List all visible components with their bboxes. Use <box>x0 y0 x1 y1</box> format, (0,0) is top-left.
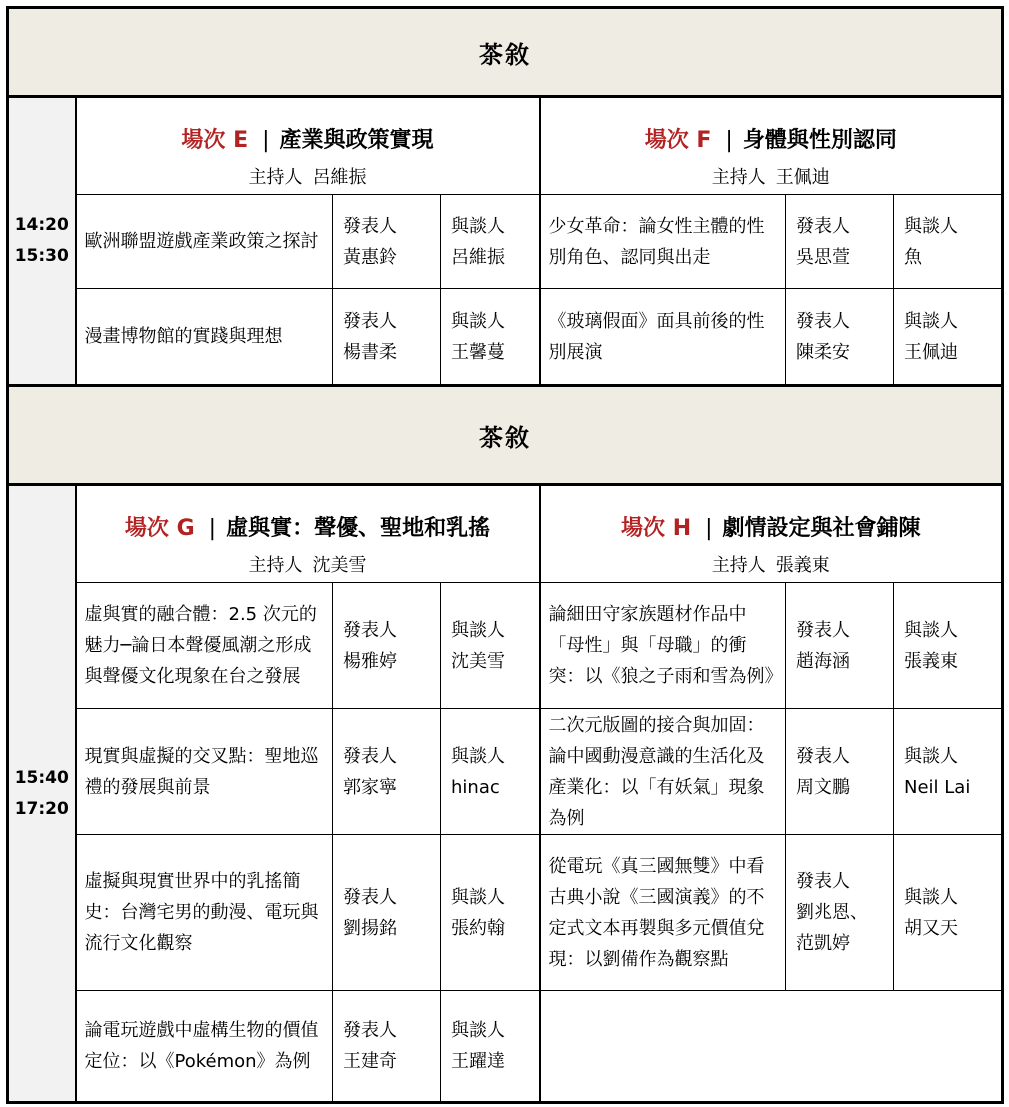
time-start: 14:20 <box>14 215 69 235</box>
schedule-table <box>6 6 1004 1104</box>
discussant-name: 王馨蔓 <box>451 341 505 363</box>
paper-title: 虛擬與現實世界中的乳搖簡史：台灣宅男的動漫、電玩與流行文化觀察 <box>76 835 333 991</box>
presenter-cell <box>333 583 441 709</box>
discussant-cell <box>441 195 540 289</box>
presenter-cell <box>786 709 894 835</box>
presenter-cell <box>786 835 894 991</box>
host-label: 主持人 <box>711 555 766 576</box>
presenter-cell <box>333 835 441 991</box>
presenter-name: 劉揚銘 <box>343 917 397 939</box>
paper-title: 少女革命：論女性主體的性別角色、認同與出走 <box>540 195 786 289</box>
session-host <box>76 546 540 583</box>
paper-title: 論電玩遊戲中虛構生物的價值定位：以《Pokémon》為例 <box>76 991 333 1103</box>
discussant-name: 沈美雪 <box>451 650 505 672</box>
presenter-label: 發表人 <box>343 1020 397 1041</box>
discussant-name: 張約翰 <box>451 917 505 939</box>
session-theme: 虛與實：聲優、聖地和乳搖 <box>226 516 491 541</box>
presenter-label: 發表人 <box>796 619 850 641</box>
time-slot <box>8 485 76 1103</box>
discussant-cell <box>441 709 540 835</box>
discussant-name: 王佩迪 <box>904 341 958 363</box>
presenter-label: 發表人 <box>796 310 850 332</box>
host-name: 張義東 <box>775 555 830 576</box>
host-row <box>8 546 1003 583</box>
presenter-name: 楊書柔 <box>343 341 397 363</box>
discussant-name: hinac <box>451 776 500 798</box>
session-header-row <box>8 97 1003 159</box>
session-code: 場次 F <box>644 128 712 153</box>
session-code: 場次 E <box>181 128 249 153</box>
schedule-sheet <box>6 6 1004 1104</box>
time-start: 15:40 <box>14 767 69 788</box>
presenter-cell <box>333 289 441 386</box>
session-title <box>540 485 1003 547</box>
session-host <box>540 158 1003 195</box>
presenter-label: 發表人 <box>343 619 397 641</box>
separator: | <box>208 516 217 541</box>
break-label: 茶敘 <box>8 386 1003 485</box>
host-row <box>8 158 1003 195</box>
paper-title: 虛與實的融合體：2.5 次元的魅力─論日本聲優風潮之形成與聲優文化現象在台之發展 <box>76 583 333 709</box>
presenter-name: 周文鵬 <box>796 776 850 798</box>
discussant-label: 與談人 <box>451 745 505 767</box>
time-end: 15:30 <box>14 246 69 266</box>
time-slot <box>8 97 76 386</box>
discussant-name: 王躍達 <box>451 1051 505 1072</box>
presenter-cell <box>786 195 894 289</box>
presenter-label: 發表人 <box>796 871 850 892</box>
paper-row <box>8 289 1003 386</box>
paper-row <box>8 991 1003 1103</box>
discussant-cell <box>441 991 540 1103</box>
presenter-label: 發表人 <box>796 745 850 767</box>
empty-cell <box>540 991 1003 1103</box>
session-code: 場次 H <box>621 516 692 541</box>
discussant-name: Neil Lai <box>904 776 971 798</box>
discussant-name: 胡又天 <box>904 917 958 939</box>
session-title <box>76 97 540 159</box>
discussant-cell <box>894 289 1003 386</box>
discussant-cell <box>441 583 540 709</box>
separator: | <box>262 128 270 153</box>
discussant-label: 與談人 <box>451 310 505 332</box>
presenter-label: 發表人 <box>796 215 850 237</box>
session-host <box>76 158 540 195</box>
discussant-label: 與談人 <box>904 310 958 332</box>
discussant-cell <box>441 289 540 386</box>
session-code: 場次 G <box>124 516 195 541</box>
discussant-label: 與談人 <box>904 215 958 237</box>
presenter-name: 劉兆恩、范凱婷 <box>796 902 868 954</box>
presenter-cell <box>786 583 894 709</box>
discussant-label: 與談人 <box>451 1020 505 1041</box>
discussant-name: 呂維振 <box>451 246 505 268</box>
presenter-label: 發表人 <box>343 886 397 908</box>
discussant-cell <box>894 195 1003 289</box>
paper-row <box>8 195 1003 289</box>
break-row-1 <box>8 8 1003 97</box>
presenter-name: 楊雅婷 <box>343 650 397 672</box>
paper-row <box>8 835 1003 991</box>
host-name: 王佩迪 <box>775 167 830 188</box>
discussant-cell <box>894 583 1003 709</box>
session-theme: 身體與性別認同 <box>742 128 897 153</box>
break-row-2 <box>8 386 1003 485</box>
paper-row <box>8 709 1003 835</box>
session-title <box>76 485 540 547</box>
host-label: 主持人 <box>248 167 303 188</box>
discussant-label: 與談人 <box>904 619 958 641</box>
separator: | <box>705 516 713 541</box>
paper-row <box>8 583 1003 709</box>
discussant-label: 與談人 <box>904 745 958 767</box>
presenter-name: 王建奇 <box>343 1051 397 1072</box>
session-title <box>540 97 1003 159</box>
separator: | <box>725 128 733 153</box>
discussant-name: 魚 <box>904 246 922 268</box>
presenter-label: 發表人 <box>343 745 397 767</box>
host-label: 主持人 <box>711 167 766 188</box>
presenter-cell <box>786 289 894 386</box>
discussant-cell <box>894 835 1003 991</box>
presenter-label: 發表人 <box>343 215 397 237</box>
discussant-cell <box>441 835 540 991</box>
paper-title: 二次元版圖的接合與加固：論中國動漫意識的生活化及產業化：以「有妖氣」現象為例 <box>540 709 786 835</box>
presenter-cell <box>333 991 441 1103</box>
discussant-name: 張義東 <box>904 650 958 672</box>
host-name: 沈美雪 <box>312 555 367 576</box>
session-theme: 劇情設定與社會鋪陳 <box>722 516 921 541</box>
discussant-label: 與談人 <box>451 886 505 908</box>
discussant-label: 與談人 <box>904 886 958 908</box>
paper-title: 現實與虛擬的交叉點：聖地巡禮的發展與前景 <box>76 709 333 835</box>
session-host <box>540 546 1003 583</box>
host-name: 呂維振 <box>312 167 367 188</box>
presenter-label: 發表人 <box>343 310 397 332</box>
presenter-name: 郭家寧 <box>343 776 397 798</box>
paper-title: 論細田守家族題材作品中「母性」與「母職」的衝突：以《狼之子雨和雪為例》 <box>540 583 786 709</box>
paper-title: 歐洲聯盟遊戲產業政策之探討 <box>76 195 333 289</box>
session-header-row <box>8 485 1003 547</box>
session-theme: 產業與政策實現 <box>279 128 434 153</box>
discussant-label: 與談人 <box>451 619 505 641</box>
break-label: 茶敘 <box>8 8 1003 97</box>
presenter-name: 陳柔安 <box>796 341 850 363</box>
presenter-name: 黃惠鈴 <box>343 246 397 268</box>
discussant-label: 與談人 <box>451 215 505 237</box>
paper-title: 從電玩《真三國無雙》中看古典小說《三國演義》的不定式文本再製與多元價值兌現：以劉備作為觀察點 <box>540 835 786 991</box>
presenter-name: 趙海涵 <box>796 650 850 672</box>
time-end: 17:20 <box>14 798 69 819</box>
presenter-name: 吳思萱 <box>796 246 850 268</box>
presenter-cell <box>333 195 441 289</box>
host-label: 主持人 <box>248 555 303 576</box>
presenter-cell <box>333 709 441 835</box>
discussant-cell <box>894 709 1003 835</box>
paper-title: 《玻璃假面》面具前後的性別展演 <box>540 289 786 386</box>
paper-title: 漫畫博物館的實踐與理想 <box>76 289 333 386</box>
